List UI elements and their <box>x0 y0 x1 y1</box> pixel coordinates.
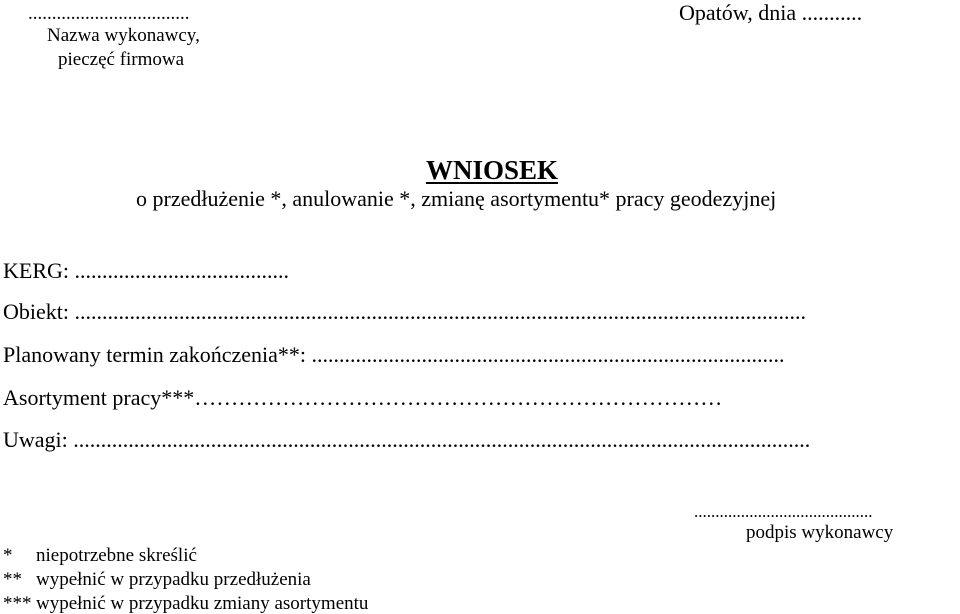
footnote-text: niepotrzebne skreślić <box>36 545 197 566</box>
footnote-text: wypełnić w przypadku zmiany asortymentu <box>36 593 369 614</box>
contractor-name-label: Nazwa wykonawcy, <box>47 25 200 46</box>
kerg-field: KERG: ....................................... <box>3 258 289 283</box>
footnote <box>3 570 311 589</box>
remarks-field: Uwagi: ...................................................................................................................................... <box>3 427 811 452</box>
signature-dots-line: .......................................... <box>694 502 873 521</box>
obiekt-field: Obiekt: ..................................................................................................................................... <box>3 299 806 324</box>
footnote-text: wypełnić w przypadku przedłużenia <box>36 569 311 590</box>
footnote-mark: ** <box>3 569 22 590</box>
footnote-mark: * <box>3 545 13 566</box>
contractor-dots-line: .................................. <box>28 3 190 24</box>
company-stamp-label: pieczęć firmowa <box>58 49 185 70</box>
footnote <box>3 546 197 565</box>
work-assortment-field: Asortyment pracy***……………………………………………………………… <box>3 385 723 410</box>
footnote-mark: *** <box>3 593 32 614</box>
footnote <box>3 594 368 613</box>
planned-completion-field: Planowany termin zakończenia**: ...................................................................................... <box>3 342 785 367</box>
place-date-line: Opatów, dnia ........... <box>679 0 863 25</box>
document-subtitle: o przedłużenie *, anulowanie *, zmianę asortymentu* pracy geodezyjnej <box>136 186 777 211</box>
document-title: WNIOSEK <box>425 155 559 185</box>
signature-label: podpis wykonawcy <box>746 522 894 543</box>
